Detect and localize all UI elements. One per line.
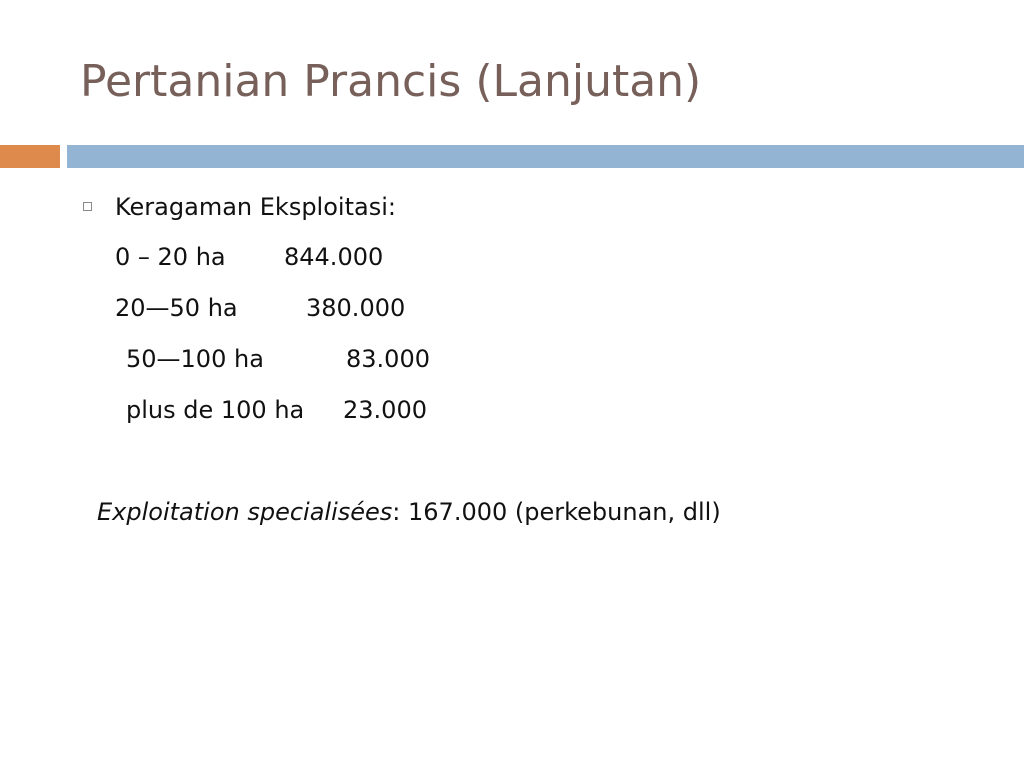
farm-size-range: 0 – 20 ha: [115, 243, 226, 271]
farm-size-range: plus de 100 ha: [126, 396, 305, 424]
farm-count: 380.000: [306, 294, 406, 322]
farm-count: 83.000: [346, 345, 430, 373]
farm-count: 844.000: [284, 243, 384, 271]
specialised-farms-value: : 167.000 (perkebunan, dll): [392, 498, 721, 526]
specialised-farms-label: Exploitation specialisées: [97, 498, 393, 526]
hollow-square-bullet-icon: [83, 202, 92, 211]
bullet-heading: Keragaman Eksploitasi:: [115, 193, 396, 221]
farm-size-range: 20—50 ha: [115, 294, 238, 322]
slide-title: Pertanian Prancis (Lanjutan): [80, 56, 702, 107]
farm-size-range: 50—100 ha: [126, 345, 264, 373]
specialised-farms-note: [97, 497, 721, 527]
farm-count: 23.000: [343, 396, 427, 424]
